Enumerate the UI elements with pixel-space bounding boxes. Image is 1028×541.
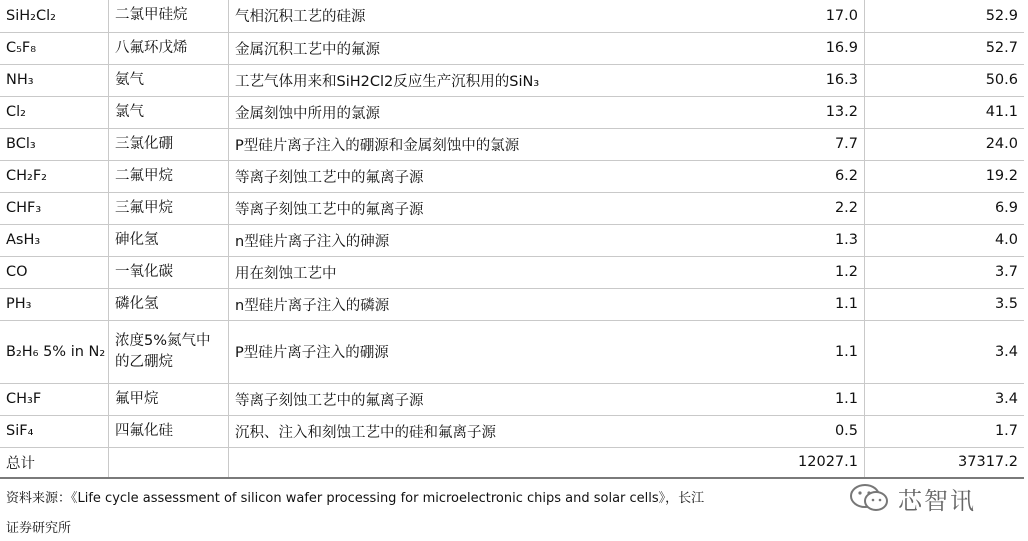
percent-cell: 41.1 [865, 96, 1025, 128]
value-cell: 7.7 [676, 128, 865, 160]
source-note-continued: 证券研究所 [6, 521, 72, 536]
percent-cell: 4.0 [865, 224, 1025, 256]
value-cell: 6.2 [676, 160, 865, 192]
value-cell: 0.5 [676, 415, 865, 447]
name-cell: 三氟甲烷 [109, 192, 229, 224]
name-cell: 四氟化硅 [109, 415, 229, 447]
value-cell: 1.1 [676, 288, 865, 320]
total-percent: 37317.2 [865, 447, 1025, 478]
table-row [0, 64, 1024, 96]
watermark-text: 芯智讯 [898, 486, 976, 515]
name-cell: 八氟环戊烯 [109, 32, 229, 64]
use-cell: n型硅片离子注入的砷源 [229, 224, 677, 256]
percent-cell: 3.7 [865, 256, 1025, 288]
value-cell: 1.3 [676, 224, 865, 256]
table-row [0, 128, 1024, 160]
percent-cell: 50.6 [865, 64, 1025, 96]
use-cell: 工艺气体用来和SiH2Cl2反应生产沉积用的SiN₃ [229, 64, 677, 96]
table-row [0, 320, 1024, 383]
formula-cell: SiF₄ [0, 415, 109, 447]
name-cell: 三氯化硼 [109, 128, 229, 160]
use-cell: 金属沉积工艺中的氟源 [229, 32, 677, 64]
name-cell: 氨气 [109, 64, 229, 96]
percent-cell: 52.9 [865, 0, 1025, 32]
table-row [0, 256, 1024, 288]
total-label: 总计 [0, 447, 109, 478]
percent-cell: 3.5 [865, 288, 1025, 320]
table-row [0, 383, 1024, 415]
use-cell: 等离子刻蚀工艺中的氟离子源 [229, 192, 677, 224]
value-cell: 17.0 [676, 0, 865, 32]
use-cell: 用在刻蚀工艺中 [229, 256, 677, 288]
formula-cell: BCl₃ [0, 128, 109, 160]
percent-cell: 52.7 [865, 32, 1025, 64]
source-note: 资料来源：《Life cycle assessment of silicon wafer processing for microelectronic chips and solar cells》，长江 [6, 491, 705, 506]
percent-cell: 6.9 [865, 192, 1025, 224]
value-cell: 1.1 [676, 320, 865, 383]
use-cell: 等离子刻蚀工艺中的氟离子源 [229, 383, 677, 415]
formula-cell: CO [0, 256, 109, 288]
formula-cell: AsH₃ [0, 224, 109, 256]
table-row [0, 224, 1024, 256]
use-cell [229, 447, 677, 478]
formula-cell: PH₃ [0, 288, 109, 320]
name-cell: 二氟甲烷 [109, 160, 229, 192]
percent-cell: 3.4 [865, 320, 1025, 383]
use-cell: P型硅片离子注入的硼源和金属刻蚀中的氯源 [229, 128, 677, 160]
value-cell: 2.2 [676, 192, 865, 224]
formula-cell: CH₂F₂ [0, 160, 109, 192]
table-row [0, 415, 1024, 447]
use-cell: 沉积、注入和刻蚀工艺中的硅和氟离子源 [229, 415, 677, 447]
table-row [0, 0, 1024, 32]
formula-cell: CH₃F [0, 383, 109, 415]
wechat-icon [848, 482, 892, 514]
formula-cell: Cl₂ [0, 96, 109, 128]
value-cell: 16.9 [676, 32, 865, 64]
formula-cell: B₂H₆ 5% in N₂ [0, 320, 109, 383]
name-cell: 浓度5%氮气中的乙硼烷 [109, 320, 229, 383]
table-row [0, 192, 1024, 224]
table-row [0, 32, 1024, 64]
total-row [0, 447, 1024, 478]
percent-cell: 24.0 [865, 128, 1025, 160]
percent-cell: 3.4 [865, 383, 1025, 415]
use-cell: P型硅片离子注入的硼源 [229, 320, 677, 383]
percent-cell: 19.2 [865, 160, 1025, 192]
table-row [0, 160, 1024, 192]
value-cell: 1.2 [676, 256, 865, 288]
name-cell [109, 447, 229, 478]
total-value: 12027.1 [676, 447, 865, 478]
name-cell: 磷化氢 [109, 288, 229, 320]
name-cell: 砷化氢 [109, 224, 229, 256]
value-cell: 1.1 [676, 383, 865, 415]
table-row [0, 96, 1024, 128]
name-cell: 氟甲烷 [109, 383, 229, 415]
watermark [848, 480, 1008, 516]
formula-cell: CHF₃ [0, 192, 109, 224]
use-cell: 金属刻蚀中所用的氯源 [229, 96, 677, 128]
formula-cell: C₅F₈ [0, 32, 109, 64]
value-cell: 13.2 [676, 96, 865, 128]
value-cell: 16.3 [676, 64, 865, 96]
name-cell: 一氧化碳 [109, 256, 229, 288]
table-row [0, 288, 1024, 320]
name-cell: 氯气 [109, 96, 229, 128]
use-cell: 气相沉积工艺的硅源 [229, 0, 677, 32]
formula-cell: NH₃ [0, 64, 109, 96]
use-cell: 等离子刻蚀工艺中的氟离子源 [229, 160, 677, 192]
percent-cell: 1.7 [865, 415, 1025, 447]
name-cell: 二氯甲硅烷 [109, 0, 229, 32]
formula-cell: SiH₂Cl₂ [0, 0, 109, 32]
use-cell: n型硅片离子注入的磷源 [229, 288, 677, 320]
